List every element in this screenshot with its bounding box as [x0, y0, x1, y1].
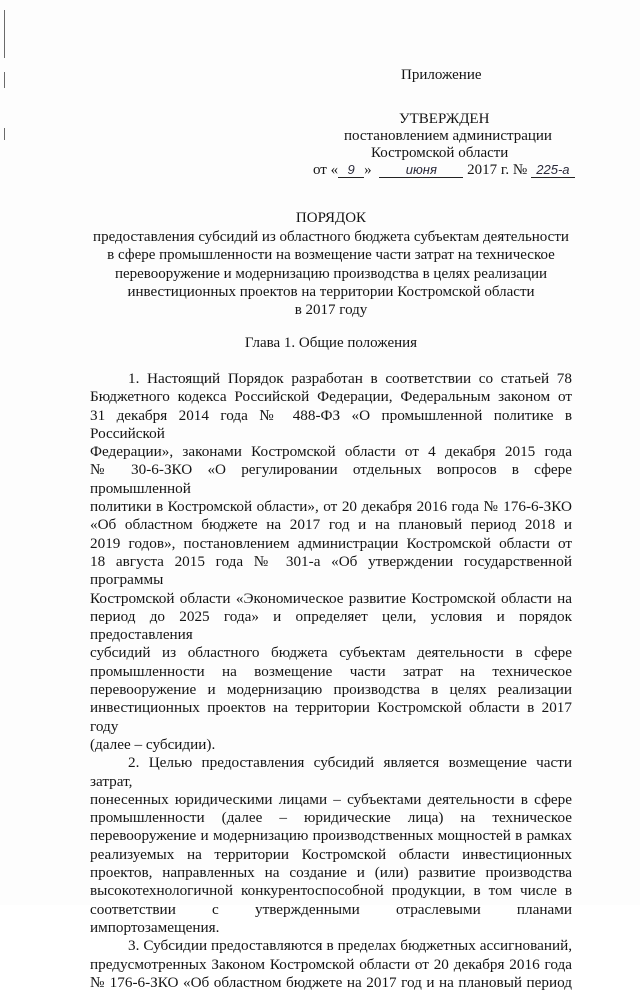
body-line: Костромской области «Экономическое развитие Костромской области на	[90, 589, 572, 607]
title-line: предоставления субсидий из областного бюджета субъектам деятельности	[93, 229, 569, 246]
scan-edge-mark	[4, 10, 5, 58]
body-line: Бюджетного кодекса Российской Федерации, Федеральным законом от	[90, 388, 572, 406]
resolution-number: 225-а	[531, 163, 575, 178]
date-mid: »	[364, 162, 372, 178]
approved-stamp: УТВЕРЖДЕН	[399, 111, 490, 127]
title-line: перевооружение и модернизацию производства в целях реализации	[114, 265, 548, 282]
scan-edge-mark	[4, 72, 5, 88]
appendix-label: Приложение	[401, 67, 482, 83]
body-line: субсидий из областного бюджета субъектам деятельности в сфере	[90, 644, 572, 662]
body-line: 1. Настоящий Порядок разработан в соответствии со статьей 78	[128, 370, 572, 387]
body-line: (далее – субсидии).	[90, 735, 216, 753]
document-body	[90, 370, 572, 992]
title-heading: ПОРЯДОК	[295, 210, 367, 226]
scan-edge-mark	[4, 128, 5, 140]
body-line: «Об областном бюджете на 2017 год и на плановый период 2018 и	[90, 516, 572, 534]
resolution-line-2: Костромской области	[371, 145, 509, 161]
date-day: 9	[338, 163, 364, 178]
title-line: инвестиционных проектов на территории Костромской области	[127, 283, 535, 300]
date-month: июня	[379, 163, 463, 178]
document-title	[86, 209, 576, 319]
body-line: проектов, направленных на создание и (или) развитие производства	[90, 864, 572, 882]
resolution-date-line	[313, 161, 575, 179]
body-line: № 30-6-ЗКО «О регулировании отдельных вопросов в сфере промышленной	[90, 461, 572, 497]
date-prefix: от «	[313, 162, 339, 178]
body-line: 3. Субсидии предоставляются в пределах бюджетных ассигнований,	[128, 937, 572, 955]
body-line: предусмотренных Законом Костромской области от 20 декабря 2016 года	[90, 955, 572, 973]
body-line: политики в Костромской области», от 20 декабря 2016 года № 176-6-ЗКО	[90, 498, 572, 516]
body-line: период до 2025 года» и определяет цели, условия и порядок предоставления	[90, 607, 572, 644]
body-line: реализуемых на территории Костромской области инвестиционных	[90, 845, 572, 863]
body-line: промышленности (далее – юридические лица) на техническое	[90, 809, 572, 827]
body-line: 2019 годов», постановлением администрации Костромской области от	[90, 534, 572, 552]
body-line: высокотехнологичной конкурентоспособной продукции, в том числе в	[90, 882, 572, 900]
body-line: понесенных юридическими лицами – субъектами деятельности в сфере	[90, 790, 572, 808]
body-line: перевооружение и модернизацию производства в целях реализации	[90, 681, 572, 699]
date-year: 2017 г. №	[467, 162, 528, 178]
body-line: 18 августа 2015 года № 301-а «Об утверждении государственной программы	[90, 552, 572, 589]
chapter-heading: Глава 1. Общие положения	[244, 335, 418, 351]
body-line: № 176-6-ЗКО «Об областном бюджете на 2017 год и на плановый период	[90, 973, 572, 991]
body-line: соответствии с утвержденными отраслевыми планами импортозамещения.	[90, 900, 572, 936]
title-line: в сфере промышленности на возмещение части затрат на техническое	[107, 247, 555, 264]
body-line: инвестиционных проектов на территории Костромской области в 2017 году	[90, 699, 572, 735]
body-line: промышленности на возмещение части затрат на техническое	[90, 662, 572, 680]
title-line: в 2017 году	[294, 302, 368, 319]
body-line: 2. Целью предоставления субсидий является возмещение части затрат,	[90, 754, 572, 790]
body-line: Федерации», законами Костромской области от 4 декабря 2015 года	[90, 443, 572, 461]
resolution-line-1: постановлением администрации	[344, 128, 552, 144]
body-line: 31 декабря 2014 года № 488-ФЗ «О промышленной политике в Российской	[90, 406, 572, 442]
body-line: перевооружение и модернизацию производственных мощностей в рамках	[90, 827, 572, 845]
